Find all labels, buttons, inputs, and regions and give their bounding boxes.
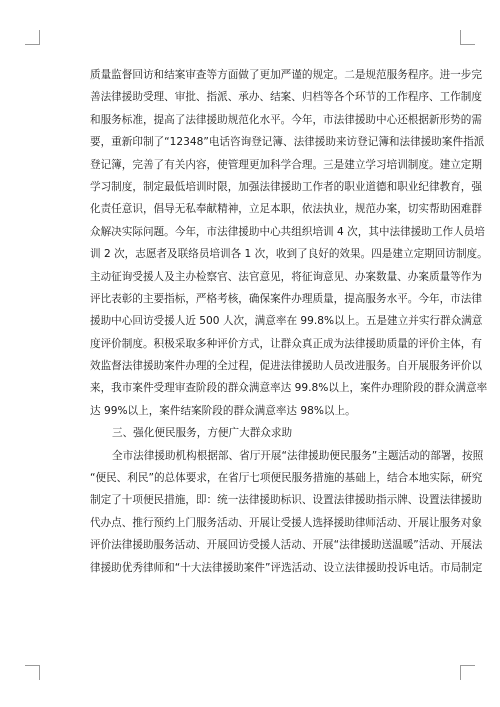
paragraph bbox=[90, 64, 488, 422]
section-heading bbox=[90, 422, 438, 444]
text-line: 度评价制度。积极采取多种评价方式，让群众真正成为法律援助质量的评价主体，有 bbox=[90, 337, 482, 350]
text-line: 化责任意识，倡导无私奉献精神，立足本职，依法执业，规范办案，切实帮助困难群 bbox=[90, 203, 482, 216]
text-line: 众解决实际问题。今年，市法律援助中心共组织培训 4 次，其中法律援助工作人员培 bbox=[90, 225, 485, 238]
text-line: 制定了十项便民措施，即：统一法律援助标识、设置法律援助指示牌、设置法律援助 bbox=[90, 494, 482, 507]
crop-mark-bottom-right bbox=[460, 665, 475, 680]
text-line: 训 2 次，志愿者及联络员培训各 1 次，收到了良好的效果。四是建立定期回访制度。 bbox=[90, 248, 488, 261]
text-line: 律援助优秀律师和“十大法律援助案件”评选活动、设立法律援助投诉电话。市局制定 bbox=[90, 561, 483, 574]
text-line: 评价法律援助服务活动、开展回访受援人活动、开展“法律援助送温暖”活动、开展法 bbox=[90, 539, 483, 552]
crop-mark-bottom-left bbox=[25, 665, 40, 680]
text-line: 达 99%以上，案件结案阶段的群众满意率达 98%以上。 bbox=[90, 404, 356, 417]
text-line: 主动征询受援人及主办检察官、法官意见，将征询意见、办案数量、办案质量等作为 bbox=[90, 270, 482, 283]
text-line: 和服务标准，提高了法律援助规范化水平。今年，市法律援助中心还根据新形势的需 bbox=[90, 113, 482, 126]
crop-mark-top-right bbox=[460, 30, 475, 45]
text-line: 全市法律援助机构根据部、省厅开展“法律援助便民服务”主题活动的部署，按照 bbox=[112, 449, 484, 462]
text-line: 善法律援助受理、审批、指派、承办、结案、归档等各个环节的工作程序、工作制度 bbox=[90, 91, 482, 104]
text-line: 要，重新印制了“12348”电话咨询登记簿、法律援助来访登记簿和法律援助案件指派 bbox=[90, 136, 485, 149]
text-line: 登记簿，完善了有关内容，使管理更加科学合理。三是建立学习培训制度。建立定期 bbox=[90, 158, 482, 171]
text-line: 学习制度，制定最低培训时限，加强法律援助工作者的职业道德和职业纪律教育，强 bbox=[90, 180, 482, 193]
text-line: 效监督法律援助案件办理的全过程，促进法律援助人员改进服务。自开展服务评价以 bbox=[90, 360, 482, 373]
text-line: 来，我市案件受理审查阶段的群众满意率达 99.8%以上，案件办理阶段的群众满意率 bbox=[90, 382, 488, 395]
text-line: 代办点、推行预约上门服务活动、开展让受援人选择援助律师活动、开展让服务对象 bbox=[90, 516, 482, 529]
text-line: 援助中心回访受援人近 500 人次，满意率在 99.8%以上。五是建立并实行群众满意 bbox=[90, 315, 483, 328]
text-line: 三、强化便民服务，方便广大群众求助 bbox=[112, 427, 293, 440]
paragraph bbox=[90, 445, 484, 579]
document-body bbox=[90, 64, 488, 579]
text-line: 评比表彰的主要指标，严格考核，确保案件办理质量，提高服务水平。今年，市法律 bbox=[90, 292, 482, 305]
text-line: “便民、利民”的总体要求，在省厅七项便民服务措施的基础上，结合本地实际，研究 bbox=[90, 472, 483, 485]
text-line: 质量监督回访和结案审查等方面做了更加严谨的规定。二是规范服务程序。进一步完 bbox=[90, 69, 482, 81]
crop-mark-top-left bbox=[25, 30, 40, 45]
